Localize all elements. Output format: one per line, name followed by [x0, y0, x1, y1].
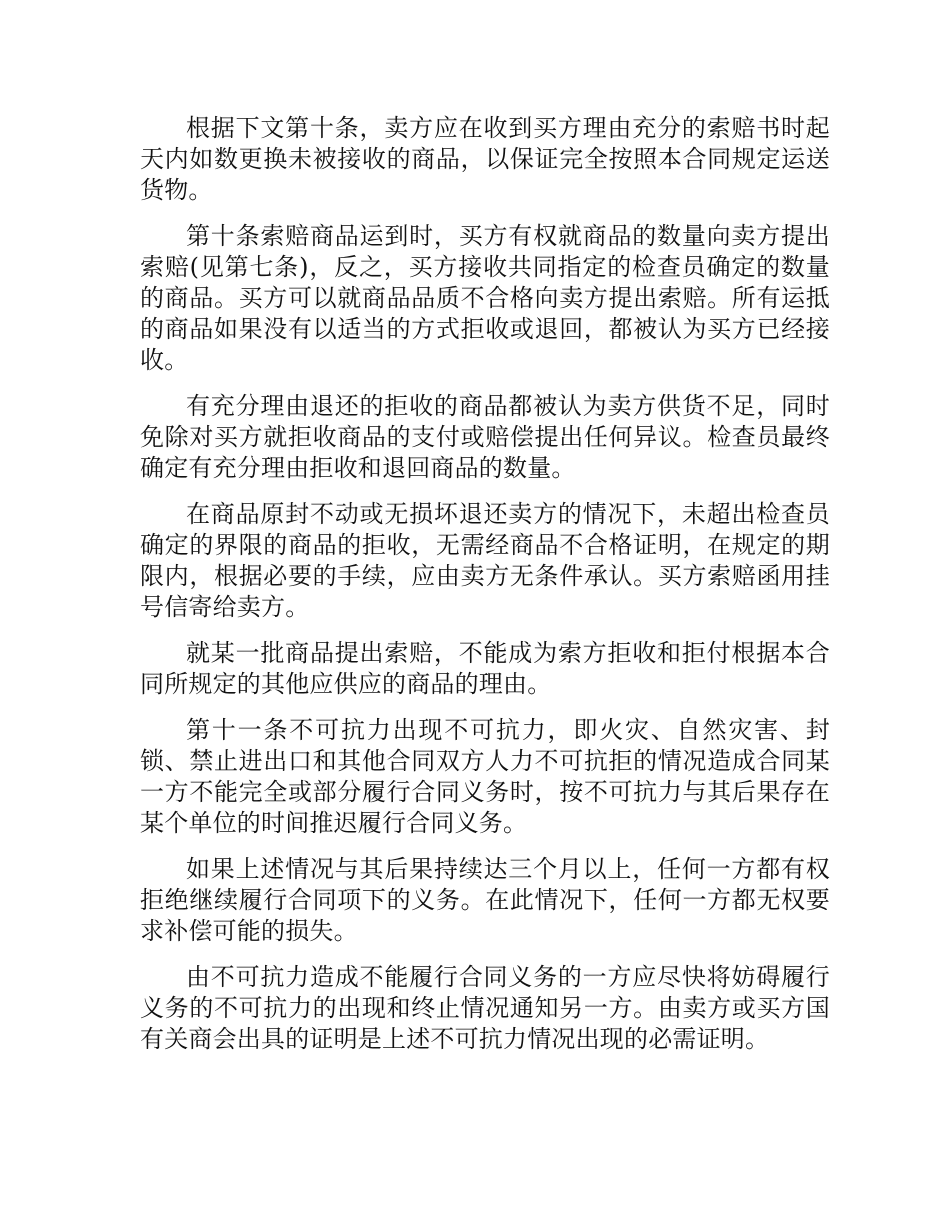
paragraph-three-months: 如果上述情况与其后果持续达三个月以上，任何一方都有权拒绝继续履行合同项下的义务。在此情况下，任何一方都无权要求补偿可能的损失。: [140, 855, 830, 945]
paragraph-article-10-claims: 第十条索赔商品运到时，买方有权就商品的数量向卖方提出索赔(见第七条)，反之，买方接收共同指定的检查员确定的数量的商品。买方可以就商品品质不合格向卖方提出索赔。所有运抵的商品如果没有以适当的方式拒收或退回，都被认为买方已经接收。: [140, 222, 830, 374]
paragraph-notification: 由不可抗力造成不能履行合同义务的一方应尽快将妨碍履行义务的不可抗力的出现和终止情况通知另一方。由卖方或买方国有关商会出具的证明是上述不可抗力情况出现的必需证明。: [140, 963, 830, 1053]
paragraph-article-11-force-majeure: 第十一条不可抗力出现不可抗力，即火灾、自然灾害、封锁、禁止进出口和其他合同双方人力不可抗拒的情况造成合同某一方不能完全或部分履行合同义务时，按不可抗力与其后果存在某个单位的时间推迟履行合同义务。: [140, 716, 830, 837]
document-body: [140, 113, 830, 1070]
paragraph-replacement-of-goods: 根据下文第十条，卖方应在收到买方理由充分的索赔书时起天内如数更换未被接收的商品，以保证完全按照本合同规定运送货物。: [140, 114, 830, 204]
paragraph-rejected-goods: 有充分理由退还的拒收的商品都被认为卖方供货不足，同时免除对买方就拒收商品的支付或赔偿提出任何异议。检查员最终确定有充分理由拒收和退回商品的数量。: [140, 392, 830, 482]
paragraph-unconditional-acceptance: 在商品原封不动或无损坏退还卖方的情况下，未超出检查员确定的界限的商品的拒收，无需经商品不合格证明，在规定的期限内，根据必要的手续，应由卖方无条件承认。买方索赔函用挂号信寄给卖方。: [140, 500, 830, 621]
paragraph-batch-claim: 就某一批商品提出索赔，不能成为索方拒收和拒付根据本合同所规定的其他应供应的商品的理由。: [140, 639, 830, 698]
